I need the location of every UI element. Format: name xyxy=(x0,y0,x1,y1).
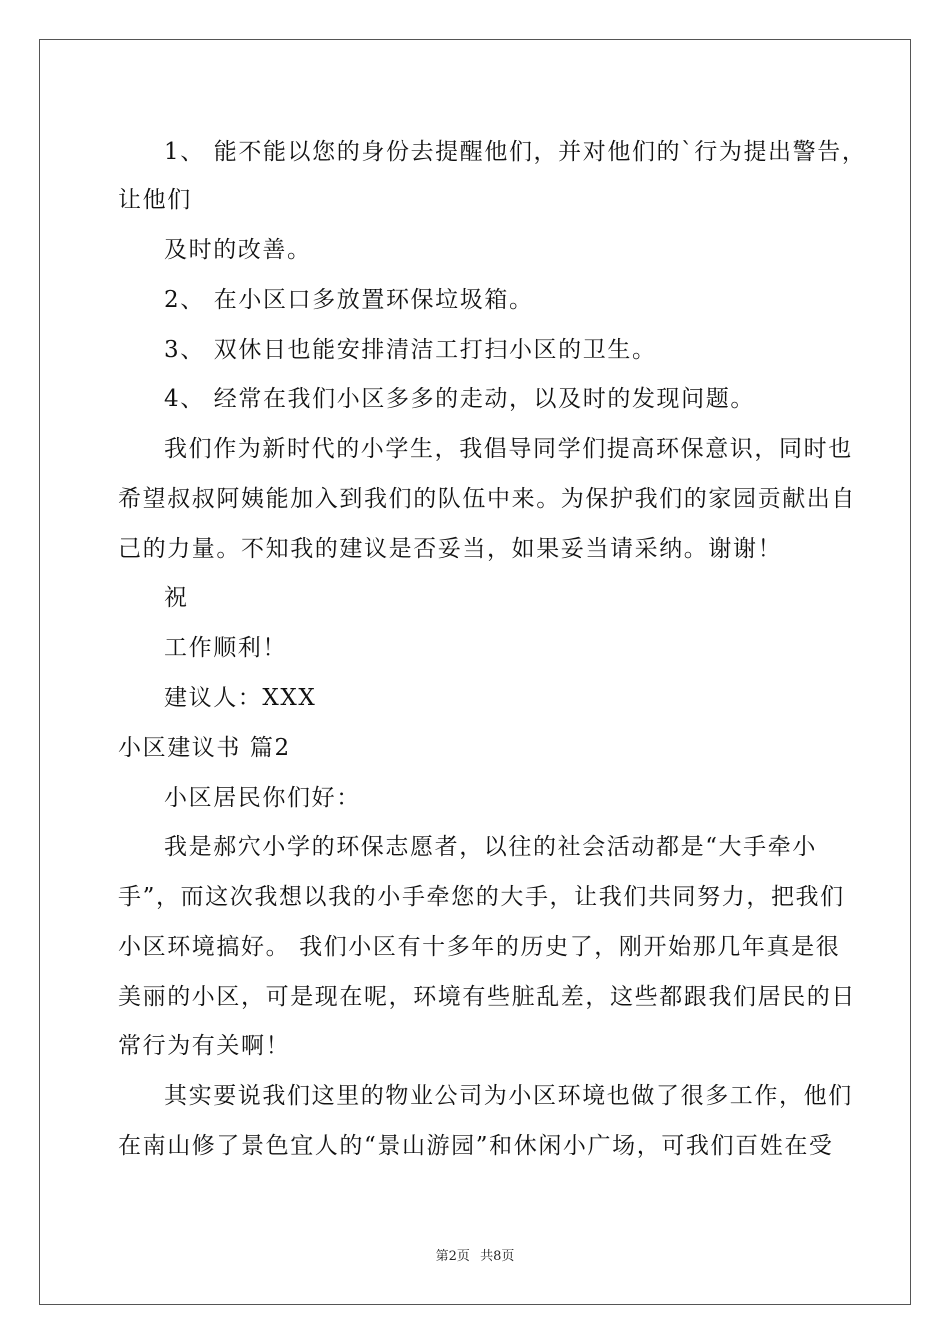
paragraph-line: 我是郝穴小学的环保志愿者，以往的社会活动都是“大手牵小 xyxy=(164,834,817,860)
closing-wish-body: 工作顺利！ xyxy=(164,635,287,661)
text-line-list-item-3: 3、 双休日也能安排清洁工打扫小区的卫生。 xyxy=(164,337,657,363)
text-line-list-item-1: 1、 能不能以您的身份去提醒他们，并对他们的`行为提出警告， xyxy=(164,139,867,165)
paragraph-line: 手”，而这次我想以我的小手牵您的大手，让我们共同努力，把我们 xyxy=(118,884,845,910)
paragraph-line: 美丽的小区，可是现在呢，环境有些脏乱差，这些都跟我们居民的日 xyxy=(118,984,856,1010)
page-footer xyxy=(0,1245,950,1264)
paragraph-line: 在南山修了景色宜人的“景山游园”和休闲小广场，可我们百姓在受 xyxy=(118,1133,834,1159)
text-line-list-item-2: 2、 在小区口多放置环保垃圾箱。 xyxy=(164,287,534,313)
text-line-continuation: 让他们 xyxy=(118,187,192,213)
signature-line: 建议人：XXX xyxy=(164,685,317,711)
page-border xyxy=(39,39,911,1305)
paragraph-line: 其实要说我们这里的物业公司为小区环境也做了很多工作，他们 xyxy=(164,1083,853,1109)
paragraph-line: 常行为有关啊！ xyxy=(118,1033,291,1059)
page-number: 第2页 xyxy=(435,1249,470,1264)
paragraph-line: 我们作为新时代的小学生，我倡导同学们提高环保意识，同时也 xyxy=(164,436,853,462)
text-line: 及时的改善。 xyxy=(164,237,312,263)
section-title: 小区建议书 篇2 xyxy=(118,735,291,761)
paragraph-line: 希望叔叔阿姨能加入到我们的队伍中来。为保护我们的家园贡献出自 xyxy=(118,486,856,512)
closing-wish: 祝 xyxy=(164,585,189,611)
text-line-list-item-4: 4、 经常在我们小区多多的走动，以及时的发现问题。 xyxy=(164,386,755,412)
paragraph-line: 己的力量。不知我的建议是否妥当，如果妥当请采纳。谢谢！ xyxy=(118,536,783,562)
page-total: 共8页 xyxy=(480,1249,515,1264)
paragraph-line: 小区环境搞好。 我们小区有十多年的历史了，刚开始那几年真是很 xyxy=(118,934,841,960)
salutation: 小区居民你们好： xyxy=(164,785,361,811)
